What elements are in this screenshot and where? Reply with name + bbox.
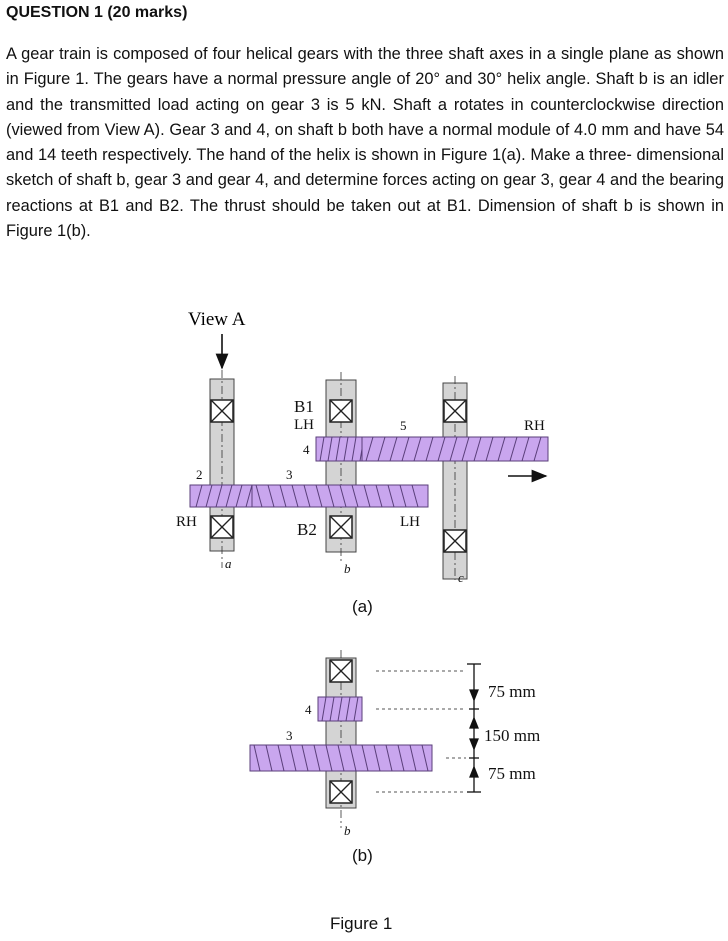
gear-4 [316,437,366,461]
question-title: QUESTION 1 (20 marks) [6,4,188,21]
figure-a [176,309,548,585]
label-gear-3: 3 [286,467,293,482]
shaft-a [210,370,234,568]
label-shaft-c: c [458,570,464,585]
problem-statement: A gear train is composed of four helical gears with the three shaft axes in a single plane as shown in Figure 1. The gears have a normal pressure angle of 20° and 30° helix angle. Shaft b is an idler and the transmitted load acting on gear 3 is 5 kN. Shaft a rotates in counterclockwise direction (viewed from View A). Gear 3 and 4, on shaft b both have a normal module of 4.0 mm and have 54 and 14 teeth respectively. The hand of the helix is shown in Figure 1(a). Make a three- dimensional sketch of shaft b, gear 3 and gear 4, and determine forces acting on gear 3, gear 4 and the bearing reactions at B1 and B2. The thrust should be taken out at B1. Dimension of shaft b is shown in Figure 1(b). [6,45,724,241]
label-gear-4: 4 [303,442,310,457]
figure-b [250,650,540,838]
caption-a: (a) [352,597,373,616]
gear-3-detail [250,745,432,771]
label-rh-right: RH [524,418,545,434]
shaft-c [443,376,467,580]
view-a-label: View A [188,309,246,330]
gear-5 [362,437,548,461]
label-shaft-b-detail: b [344,823,351,838]
label-shaft-a: a [225,556,232,571]
caption-b: (b) [352,846,373,865]
label-shaft-b: b [344,561,351,576]
dim-150: 150 mm [484,726,541,745]
figure-caption: Figure 1 [330,914,393,933]
label-b1: B1 [294,397,314,416]
dim-75-bottom: 75 mm [488,764,536,783]
reference-lines [376,671,466,792]
label-lh-top: LH [294,417,314,433]
bearing-b1-detail [330,660,352,682]
label-gear-5: 5 [400,418,407,433]
label-gear-4-detail: 4 [305,702,312,717]
gear-4-detail [318,697,362,721]
dim-75-top: 75 mm [488,682,536,701]
dimension-line [467,664,481,792]
label-gear-3-detail: 3 [286,728,293,743]
shaft-b [326,372,356,562]
label-gear-2: 2 [196,467,203,482]
bearing-b2-detail [330,781,352,803]
gear-2 [190,485,252,507]
label-b2: B2 [297,520,317,539]
label-rh-left: RH [176,514,197,530]
gear-3 [252,485,428,507]
label-lh-bottom: LH [400,514,420,530]
